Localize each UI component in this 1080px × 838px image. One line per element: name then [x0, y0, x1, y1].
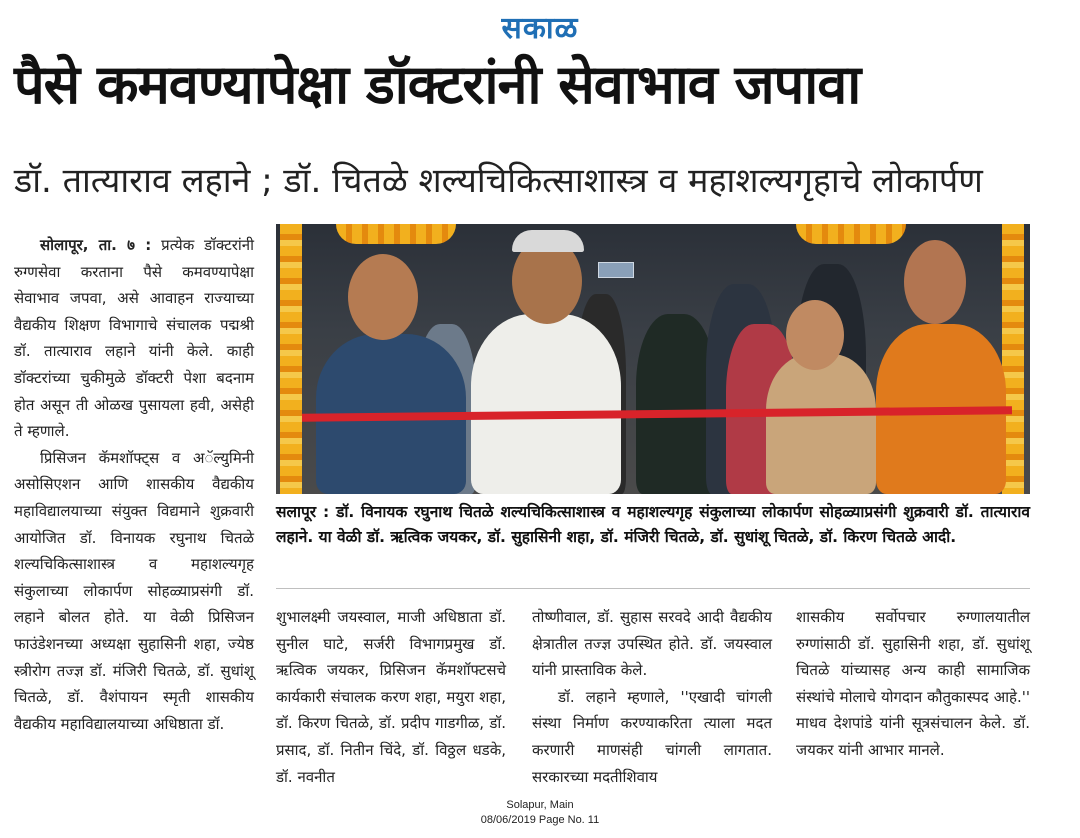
article-paragraph: प्रिसिजन कॅमशॉफ्ट्स व अॅल्युमिनी असोसिएशन आणि शासकीय वैद्यकीय महाविद्यालयाच्या संयुक्त विद्यमाने शुक्रवारी आयोजित डॉ. विनायक रघुनाथ चितळे शल्यचिकित्साशास्त्र व महाशल्यगृह संकुलाच्या लोकार्पण सोहळ्याप्रसंगी डॉ. लहाने बोलत होते. या वेळी प्रिसिजन फाउंडेशनच्या अध्यक्षा सुहासिनी शहा, ज्येष्ठ स्त्रीरोग तज्ज्ञ डॉ. मंजिरी चितळे, डॉ. सुधांशू चितळे, डॉ. वैशंपायन स्मृती शासकीय वैद्यकीय महाविद्यालयाच्या अधिष्ठाता डॉ.	[14, 448, 254, 733]
divider	[276, 588, 1030, 589]
marigold-garland-left	[280, 224, 302, 494]
article-paragraph: शुभालक्ष्मी जयस्वाल, माजी अधिष्ठाता डॉ. सुनील घाटे, सर्जरी विभागप्रमुख डॉ. ऋत्विक जयकर, प्रिसिजन कॅमशॉफ्टसचे कार्यकारी संचालक करण शहा, मयुरा शहा, डॉ. किरण चितळे, डॉ. प्रदीप गाडगीळ, डॉ. प्रसाद, डॉ. नितीन चिंदे, डॉ. विठ्ठल धडके, डॉ. नवनीत	[276, 608, 506, 786]
dateline: सोलापूर, ता. ७ :	[40, 236, 152, 254]
footer	[0, 798, 1080, 828]
person-head	[348, 254, 418, 340]
photo-caption: सलापूर : डॉ. विनायक रघुनाथ चितळे शल्यचिकित्साशास्त्र व महाशल्यगृह संकुलाच्या लोकार्पण सोहळ्याप्रसंगी शुक्रवारी डॉ. तात्याराव लहाने. या वेळी डॉ. ऋत्विक जयकर, डॉ. सुहासिनी शहा, डॉ. मंजिरी चितळे, डॉ. सुधांशू चितळे, डॉ. किरण चितळे आदी.	[276, 503, 1030, 546]
article-paragraph: तोष्णीवाल, डॉ. सुहास सरवदे आदी वैद्यकीय क्षेत्रातील तज्ज्ञ उपस्थित होते. डॉ. जयस्वाल यांनी प्रास्ताविक केले.	[532, 608, 772, 680]
event-photo	[276, 224, 1030, 494]
article-column-3	[532, 604, 772, 790]
footer-edition: Solapur, Main	[506, 799, 574, 811]
article-paragraph: शासकीय सर्वोपचार रुग्णालयातील रुग्णांसाठी डॉ. सुहासिनी शहा, डॉ. सुधांशू चितळे यांच्यासह अन्य काही सामाजिक संस्थांचे मोलाचे योगदान कौतुकास्पद आहे.'' माधव देशपांडे यांनी सूत्रसंचालन केले. डॉ. जयकर यांनी आभार मानले.	[796, 608, 1030, 759]
person-head	[904, 240, 966, 324]
marigold-garland-top	[336, 224, 456, 244]
headline: पैसे कमवण्यापेक्षा डॉक्टरांनी सेवाभाव जपावा	[14, 53, 861, 116]
person-figure	[766, 354, 876, 494]
person-head	[786, 300, 844, 370]
cap-shape	[512, 230, 584, 252]
article-column-2	[276, 604, 506, 790]
subheadline: डॉ. तात्याराव लहाने ; डॉ. चितळे शल्यचिकित्साशास्त्र व महाशल्यगृहाचे लोकार्पण	[14, 161, 983, 201]
marigold-garland-top	[796, 224, 906, 244]
footer-date-page: 08/06/2019 Page No. 11	[480, 814, 600, 826]
masthead-logo: सकाळ	[501, 11, 579, 46]
article-paragraph: डॉ. लहाने म्हणाले, ''एखादी चांगली संस्था निर्माण करण्याकरिता त्याला मदत करणारी माणसंही चांगली लागतात. सरकारच्या मदतीशिवाय	[532, 687, 772, 786]
wall-sign	[598, 262, 634, 278]
article-column-1	[14, 232, 254, 737]
article-column-4	[796, 604, 1030, 764]
person-figure	[636, 314, 716, 494]
paragraph-text: प्रत्येक डॉक्टरांनी रुग्णसेवा करताना पैसे कमवण्यापेक्षा सेवाभाव जपवा, असे आवाहन राज्याच्या वैद्यकीय शिक्षण विभागाचे संचालक पद्मश्री डॉ. तात्याराव लहाने यांनी केले. काही डॉक्टरांच्या चुकीमुळे डॉक्टरी पेशा बदनाम होत असून ती ओळख पुसायला हवी, असेही ते म्हणाले.	[14, 236, 254, 441]
person-figure	[471, 314, 621, 494]
article-paragraph	[14, 232, 254, 445]
